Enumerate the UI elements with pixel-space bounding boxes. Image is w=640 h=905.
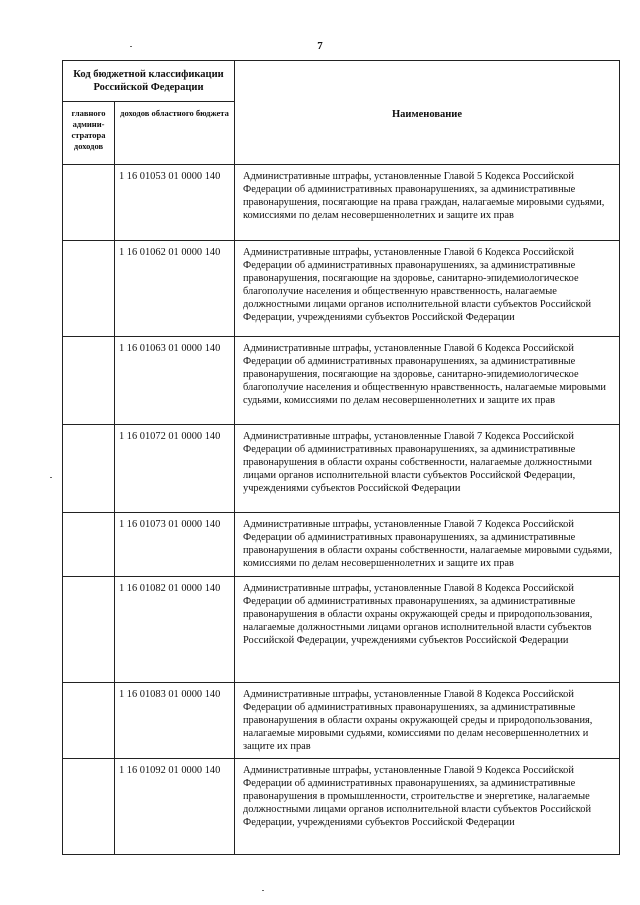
table-row xyxy=(63,425,620,513)
table-row xyxy=(63,759,620,855)
income-name-cell: Административные штрафы, установленные Главой 8 Кодекса Российской Федерации об административных правонарушениях, за административные правонарушения в области охраны окружающей среды и природопользования, налагаемые мировыми судьями, комиссиями по делам несовершеннолетних и защите их прав xyxy=(235,683,620,759)
income-code-cell: 1 16 01092 01 0000 140 xyxy=(115,759,235,855)
income-code-cell: 1 16 01072 01 0000 140 xyxy=(115,425,235,513)
admin-code-cell xyxy=(63,513,115,577)
header-main-administrator: главного админи-стратора доходов xyxy=(63,102,115,165)
income-name-cell: Административные штрафы, установленные Главой 9 Кодекса Российской Федерации об административных правонарушениях, за административные правонарушения в промышленности, строительстве и энергетике, налагаемые должностными лицами органов исполнительной власти субъектов Российской Федерации, учреждениями субъектов Российской Федерации xyxy=(235,759,620,855)
header-classification-code: Код бюджетной классификации Российской Федерации xyxy=(63,61,235,102)
income-code-cell: 1 16 01082 01 0000 140 xyxy=(115,577,235,683)
table-row xyxy=(63,577,620,683)
income-code-cell: 1 16 01063 01 0000 140 xyxy=(115,337,235,425)
income-name-cell: Административные штрафы, установленные Главой 8 Кодекса Российской Федерации об административных правонарушениях, за административные правонарушения в области охраны окружающей среды и природопользования, налагаемые должностными лицами органов исполнительной власти субъектов Российской Федерации, учреждениями субъектов Российской Федерации xyxy=(235,577,620,683)
income-code-cell: 1 16 01083 01 0000 140 xyxy=(115,683,235,759)
income-code-cell: 1 16 01073 01 0000 140 xyxy=(115,513,235,577)
admin-code-cell xyxy=(63,577,115,683)
income-code-cell: 1 16 01053 01 0000 140 xyxy=(115,165,235,241)
admin-code-cell xyxy=(63,425,115,513)
income-name-cell: Административные штрафы, установленные Главой 7 Кодекса Российской Федерации об административных правонарушениях, за административные правонарушения в области охраны собственности, налагаемые должностными лицами органов исполнительной власти субъектов Российской Федерации, учреждениями субъектов Российской Федерации xyxy=(235,425,620,513)
scan-speck xyxy=(50,477,52,478)
table-row xyxy=(63,165,620,241)
income-name-cell: Административные штрафы, установленные Главой 6 Кодекса Российской Федерации об административных правонарушениях, за административные правонарушения, посягающие на здоровье, санитарно-эпидемиологическое благополучие населения и общественную нравственность, налагаемые должностными лицами органов исполнительной власти субъектов Российской Федерации, учреждениями субъектов Российской Федерации xyxy=(235,241,620,337)
table-row xyxy=(63,241,620,337)
table-row xyxy=(63,513,620,577)
admin-code-cell xyxy=(63,241,115,337)
admin-code-cell xyxy=(63,683,115,759)
budget-classification-table xyxy=(62,60,620,855)
income-name-cell: Административные штрафы, установленные Главой 5 Кодекса Российской Федерации об административных правонарушениях, за административные правонарушения, посягающие на права граждан, налагаемые мировыми судьями, комиссиями по делам несовершеннолетних и защите их прав xyxy=(235,165,620,241)
income-name-cell: Административные штрафы, установленные Главой 7 Кодекса Российской Федерации об административных правонарушениях, за административные правонарушения в области охраны собственности, налагаемые мировыми судьями, комиссиями по делам несовершеннолетних и защите их прав xyxy=(235,513,620,577)
table-row xyxy=(63,683,620,759)
scan-speck xyxy=(262,890,264,891)
page-number: 7 xyxy=(317,40,323,52)
table-header-row xyxy=(63,61,620,102)
admin-code-cell xyxy=(63,165,115,241)
table-row xyxy=(63,337,620,425)
header-name: Наименование xyxy=(235,61,620,165)
header-regional-income: доходов областного бюджета xyxy=(115,102,235,165)
admin-code-cell xyxy=(63,337,115,425)
admin-code-cell xyxy=(63,759,115,855)
income-code-cell: 1 16 01062 01 0000 140 xyxy=(115,241,235,337)
income-name-cell: Административные штрафы, установленные Главой 6 Кодекса Российской Федерации об административных правонарушениях, за административные правонарушения, посягающие на здоровье, санитарно-эпидемиологическое благополучие населения и общественную нравственность, налагаемые мировыми судьями, комиссиями по делам несовершеннолетних и защите их прав xyxy=(235,337,620,425)
scan-speck xyxy=(130,46,132,47)
